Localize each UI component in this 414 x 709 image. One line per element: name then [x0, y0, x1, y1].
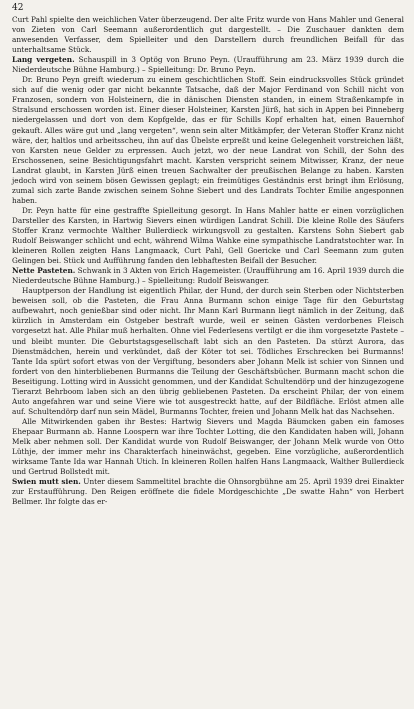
paragraph: [12, 55, 404, 75]
section-heading: Nette Pasteten.: [12, 266, 76, 276]
paragraph: [12, 417, 404, 477]
paragraph-text: Dr. Peyn hatte für eine gestraffte Spielleitung gesorgt. In Hans Mahler hatte er einen vorzüglichen Darsteller des Karsten, in Hartwig Sievers einen würdigen Landrat Schill. Die kleine Rolle des Säufers Stoffer Kranz vermochte Walther Bullerdieck wirkungsvoll zu gestalten. Karstens Sohn Siebert gab Rudolf Beiswanger schlicht und echt, während Wilma Wahke eine sympathische Landratstochter war. In kleineren Rollen zeigten Hans Langmaack, Curt Pahl, Gell Goericke und Carl Seemann zum guten Gelingen bei. Stück und Aufführung fanden den lebhaftesten Beifall der Besucher.: [12, 205, 404, 266]
paragraph: [12, 286, 404, 417]
article-body: [12, 15, 404, 507]
paragraph-text: Hauptperson der Handlung ist eigentlich Philar, der Hund, der durch sein Sterben oder Nichtsterben beweisen soll, ob die Pasteten, die Frau Anna Burmann schon einige Tage für den Geburtstag aufbewahrt, noch genießbar sind oder nicht. Ihr Mann Karl Burmann liegt nämlich in der Zeitung, daß kürzlich in Amsterdam ein Ostgeber bestraft wurde, weil er seinen Gästen verdorbenes Fleisch vorgesetzt hat. Alle Philar muß herhalten. Ohne viel Federlesens vertilgt er die ihm vorgesetzte Pastete – und bleibt munter. Die Geburtstagsgesellschaft labt sich an den Pasteten. Da stürzt Aurora, das Dienstmädchen, herein und verkündet, daß der Köter tot sei. Tödliches Erschrecken bei Burmanns! Tante Ida spürt sofort etwas von der Vergiftung, besonders aber Johann Melk ist schier von Sinnen und fordert von den hinterbliebenen Burmanns die Teilung der Geschäftsbücher. Burmann macht schon die Beseitigung. Lotting wird in Aussicht genommen, und der Kandidat Schultendörp und der hinzugezogene Tierarzt Behrboom laben sich an den übrig gebliebenen Pasteten. Da erscheint Philar, der von einem Auto angefahren war und seine Viere wie tot ausgestreckt hatte, auf der Bildfläche. Erlöst atmen alle auf. Schultendörp darf nun sein Mädel, Burmanns Tochter, freien und Johann Melk hat das Nachsehen.: [12, 286, 404, 416]
paragraph: [12, 206, 404, 266]
paragraph-text: Schwank in 3 Akten von Erich Hagemeister. (Uraufführung am 16. April 1939 durch die Niederdeutsche Bühne Hamburg.) – Spielleitung: Rudolf Beiswanger.: [12, 266, 404, 286]
section-heading: Swien mutt sien.: [12, 477, 81, 487]
page-number: 42: [12, 3, 24, 13]
paragraph-text: Schauspill in 3 Optög von Bruno Peyn. (Uraufführung am 23. März 1939 durch die Niederdeutsche Bühne Hamburg.) – Spielleitung: Dr. Bruno Peyn.: [12, 55, 404, 75]
paragraph-text: Alle Mitwirkenden gaben ihr Bestes: Hartwig Sievers und Magda Bäumcken gaben ein famoses Ehepaar Burmann ab. Hanne Loospern war ihre Tochter Lotting, die den Kandidaten haben will, Johann Melk aber nehmen soll. Der Kandidat wurde von Rudolf Beiswanger, der Johann Melk wurde von Otto Lüthje, der immer mehr ins Charakterfach hineinwächst, gegeben. Eine vorzügliche, außerordentlich wirksame Tante Ida war Hannah Utich. In kleineren Rollen halfen Hans Langmaack, Walther Bullerdieck und Gertrud Bollstedt mit.: [12, 416, 404, 477]
paragraph: [12, 266, 404, 286]
paragraph-text: Dr. Bruno Peyn greift wiederum zu einem geschichtlichen Stoff. Sein eindrucksvolles Stück gründet sich auf die wenig oder gar nicht bekannte Tatsache, daß der Major Ferdinand von Schill nicht von Franzosen, sondern von Holsteinern, die in dänischen Diensten standen, in einem Straßenkampfe in Stralsund erschossen worden ist. Einer dieser Holsteiner, Karsten Jürß, hat sich in Appen bei Pinneberg niedergelassen und dort von dem Kopfgelde, das er für Schills Kopf erhalten hat, einen Bauernhof gekauft. Alles wäre gut und „lang vergeten“, wenn sein alter Mitkämpfer, der Veteran Stoffer Kranz nicht wäre, der, haltlos und arbeitsscheu, ihn auf das Übelste erpreßt und keine Gelegenheit vorstreichen läßt, von Karsten neue Gelder zu erpressen. Auch jetzt, wo der neue Landrat von Schill, der Sohn des Erschossenen, seine Besichtigungsfahrt macht. Karsten verspricht seinem Mitwisser, Kranz, der neue Landrat glaubt, in Karsten Jürß einen treuen Sachwalter der preußischen Belange zu haben. Karsten jedoch wird von seinem bösen Gewissen geplagt; ein freimütiges Geständnis erst bringt ihm Erlösung, zumal sich zarte Bande zwischen seinem Sohne Siebert und des Landrats Tochter Emilie angesponnen haben.: [12, 75, 404, 205]
paragraph: [12, 15, 404, 55]
paragraph: [12, 75, 404, 206]
paragraph-text: Unter diesem Sammeltitel brachte die Ohnsorgbühne am 25. April 1939 drei Einakter zur Erstaufführung. Den Reigen eröffnete die fidele Mordgeschichte „De swatte Hahn“ von Herbert Bellmer. Ihr folgte das er-: [12, 477, 404, 507]
section-heading: Lang vergeten.: [12, 55, 75, 65]
paragraph: [12, 477, 404, 507]
paragraph-text: Curt Pahl spielte den weichlichen Vater überzeugend. Der alte Fritz wurde von Hans Mahler und General von Zieten von Carl Seemann außerordentlich gut dargestellt. – Die Zuschauer dankten dem anwesenden Verfasser, dem Spielleiter und den Darstellern durch freundlichen Beifall für das unterhaltsame Stück.: [12, 15, 404, 55]
